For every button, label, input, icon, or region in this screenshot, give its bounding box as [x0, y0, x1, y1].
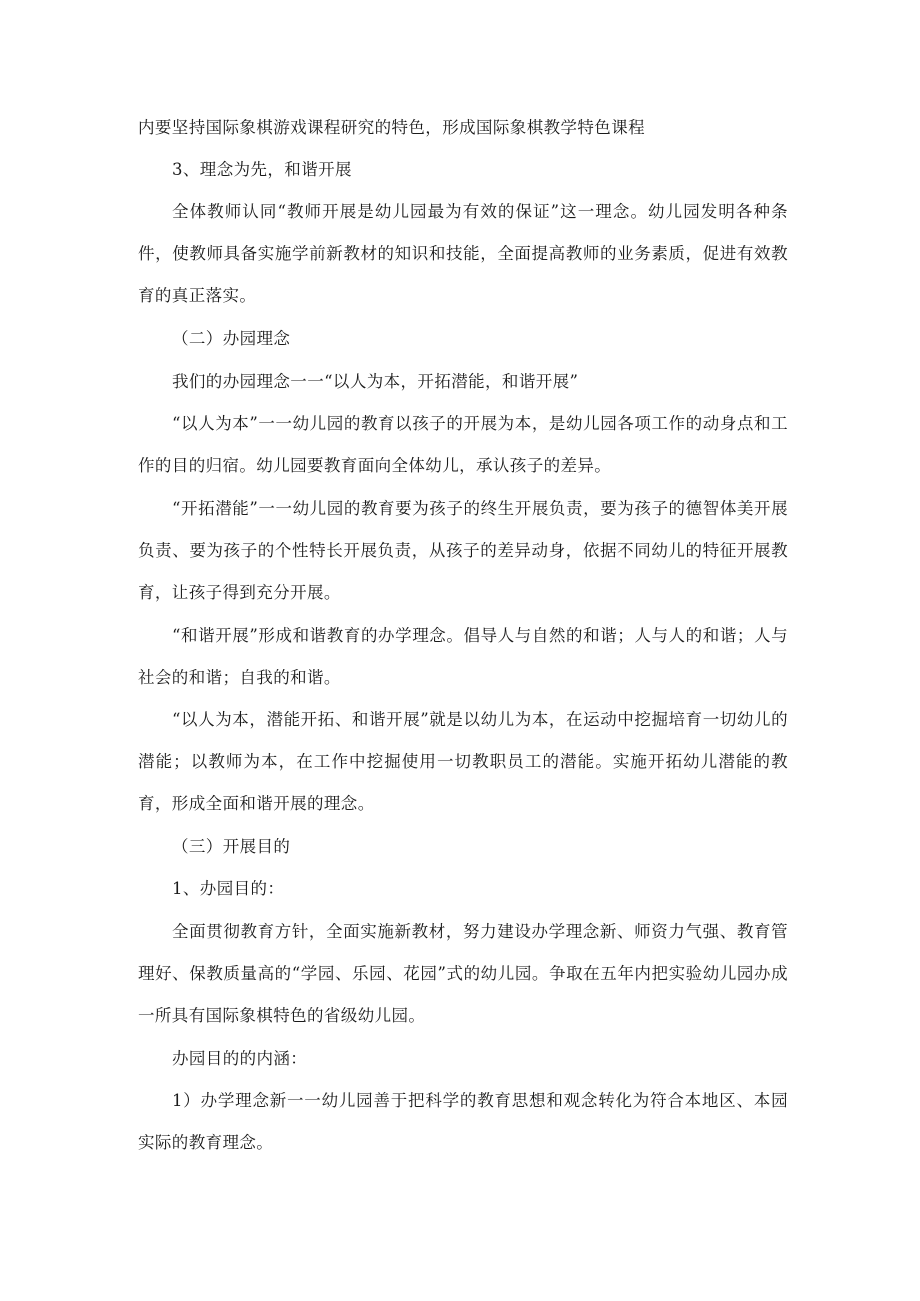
- paragraph-people-oriented: “以人为本”一一幼儿园的教育以孩子的开展为本，是幼儿园各项工作的动身点和工作的目的归宿。幼儿园要教育面向全体幼儿，承认孩子的差异。: [138, 414, 788, 475]
- paragraph-harmonious-development: “和谐开展”形成和谐教育的办学理念。倡导人与自然的和谐；人与人的和谐；人与社会的和谐；自我的和谐。: [138, 626, 788, 687]
- paragraph-goal-description: 全面贯彻教育方针，全面实施新教材，努力建设办学理念新、师资力气强、教育管理好、保教质量高的“学园、乐园、花园”式的幼儿园。争取在五年内把实验幼儿园办成一所具有国际象棋特色的省级幼儿园。: [138, 922, 788, 1025]
- paragraph-goal-point-1: 1）办学理念新一一幼儿园善于把科学的教育思想和观念转化为符合本地区、本园实际的教育理念。: [138, 1091, 788, 1152]
- section-heading-goals: （三）开展目的: [172, 837, 291, 856]
- paragraph-develop-potential: “开拓潜能”一一幼儿园的教育要为孩子的终生开展负责，要为孩子的德智体美开展负责、要为孩子的个性特长开展负责，从孩子的差异动身，依据不同幼儿的特征开展教育，让孩子得到充分开展。: [138, 499, 788, 602]
- paragraph-summary: “以人为本，潜能开拓、和谐开展”就是以幼儿为本，在运动中挖掘培育一切幼儿的潜能；以教师为本，在工作中挖掘使用一切教职员工的潜能。实施开拓幼儿潜能的教育，形成全面和谐开展的理念。: [138, 710, 788, 813]
- paragraph-continuation: 内要坚持国际象棋游戏课程研究的特色，形成国际象棋教学特色课程: [138, 118, 645, 137]
- paragraph-goal-connotation-label: 办园目的的内涵：: [172, 1049, 308, 1068]
- subheading-goal-1: 1、办园目的：: [172, 879, 285, 898]
- paragraph-philosophy-statement: 我们的办园理念一一“以人为本，开拓潜能，和谐开展”: [172, 372, 579, 391]
- section-heading-3: 3、理念为先，和谐开展: [172, 160, 352, 179]
- section-heading-philosophy: （二）办园理念: [172, 329, 291, 348]
- paragraph-teacher-development: 全体教师认同“教师开展是幼儿园最为有效的保证”这一理念。幼儿园发明各种条件，使教师具备实施学前新教材的知识和技能，全面提高教师的业务素质，促进有效教育的真正落实。: [138, 202, 788, 305]
